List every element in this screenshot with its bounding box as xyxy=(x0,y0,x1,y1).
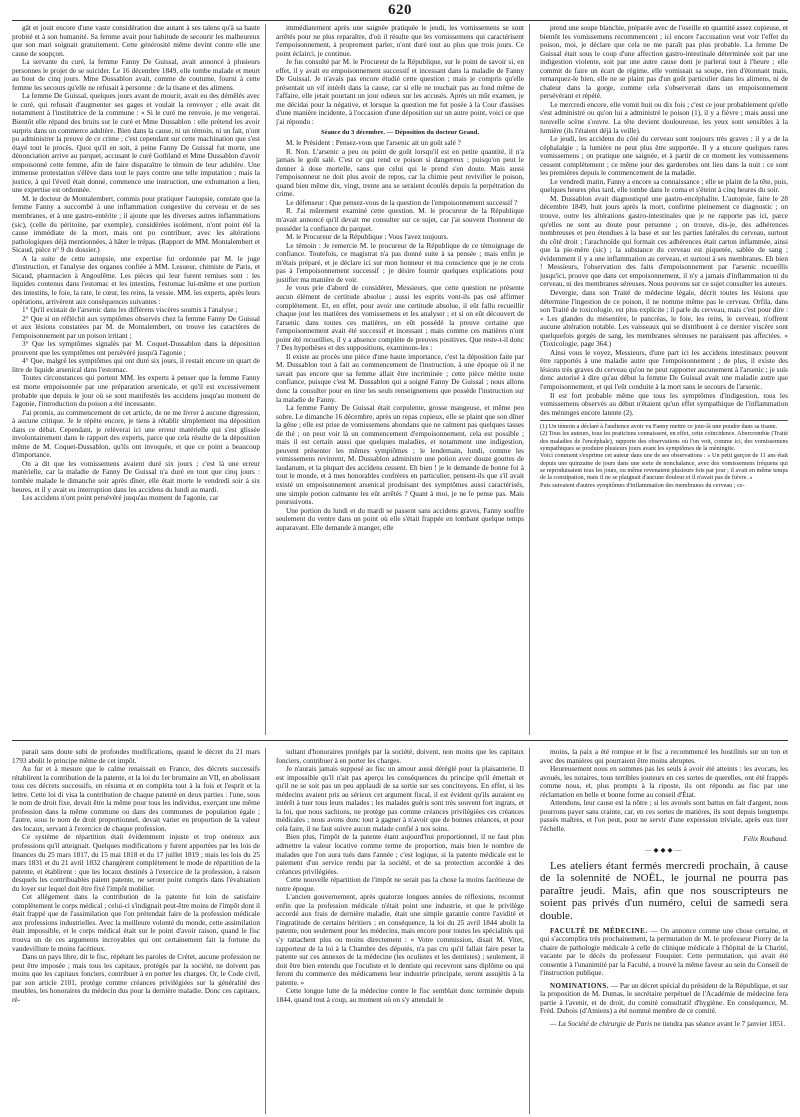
paragraph: La servante du curé, la femme Fanny De Guissal, avait annoncé à plusieurs personnes le projet de se suicider. Le 16 décembre 1849, elle tombe malade et meurt au bout de cinq jours. Mme Dussablon avait, comme de coutume, fourni à cette femme les secours qu'elle ne refusait à personne : de la tisane et des alimens. xyxy=(12,58,260,92)
paragraph: Toutes circonstances qui portent MM. les experts à penser que la femme Fanny est morte empoisonnée par une préparation arsenicale, et qu'il est excessivement probable que depuis le jour où se sont manifestés les accidens jusqu'au moment de l'agonie, l'introduction du poison a été incessante. xyxy=(12,374,260,409)
paragraph: Je n'aurais jamais supposé au fisc un amour aussi déréglé pour la plaisanterie. Il est impossible qu'il n'ait pas aperçu les conséquences du principe qu'il émettait et qu'il ne se soit pas un peu applaudi de sa sortie sur ses concitoyens. En effet, si les médecins avaient pris au sérieux cet argument fiscal, il est évident qu'ils auraient eu intérêt à tuer tous leurs malades ; les malades guéris sont très souvent fort ingrats, et la loi, que nous sachions, ne protège pas comme créances privilégiées ces créances médicales ; nous avons donc tout à gagner à n'avoir que de bonnes créances, et pour cela faire, il ne faut suivre aucun malade confié à nos soins. xyxy=(276,765,524,833)
top-column-1 xyxy=(12,24,266,735)
paragraph: Cette nouvelle répartition de l'impôt ne serait pas la chose la moins facétieuse de notre époque. xyxy=(276,876,524,893)
paragraph: Cet allégement dans la contribution de la patente fut loin de satisfaire complètement le corps médical ; celui-ci s'indignait peut-être moins de l'impôt dont il était frappé que de l'assimilation que l'on prétendait faire de la profession médicale aux professions industrielles. Avec la meilleure volonté du monde, cette assimilation était impossible, et le corps médical était sur le point d'avoir raison, quand le fisc trouva un de ces arguments incroyables qui ont certainement fait la fortune du vaudevilliste le moins facétieux. xyxy=(12,893,260,953)
paragraph: R. J'ai mûrement examiné cette question. M. le procureur de la République m'avait annoncé qu'il devait me consulter sur ce sujet, car j'ai souvent l'honneur de posséder la confiance du parquet. xyxy=(276,207,524,233)
paragraph: immédiatement après une saignée pratiquée le jeudi, les vomissemens se sont arrêtés pour ne plus reparaître, d'où il résulte que les vomissemens qui caractérisent l'empoisonnement, à proprement parler, n'ont duré tout au plus que trois jours. Ce point éclairci, je continue. xyxy=(276,24,524,58)
footnotes xyxy=(540,420,788,489)
paragraph: Le témoin : Je remercie M. le procureur de la République de ce témoignage de confiance. Toutefois, ce magistrat n'a pas donné suite à sa pensée ; mais enfin je m'étais préparé, et je déclare ici sur mon honneur et ma conscience que je ne crois pas à l'empoisonnement successif ; je désire fournir quelques explications pour justifier ma manière de voir. xyxy=(276,241,524,284)
paragraph: J'ai promis, au commencement de cet article, de ne me livrer à aucune digression, à aucune critique. Je le répète encore, je tiens à rétablir simplement ma déposition dans ce débat. Cependant, je relèverai ici une erreur matérielle qui s'est glissée involontairement dans le rapport des experts, parce que cela résulte de la déposition même de M. Coquet-Dussablon, qu'ils ont invoquée, et que ce point a beaucoup d'importance. xyxy=(12,408,260,460)
paragraph: M. le docteur de Montalembert, commis pour pratiquer l'autopsie, constate que la femme Fanny a succombé à une inflammation congestive du cerveau et de ses membranes, et à une gastro-entérite ; il ajoute que les diverses autres inflammations (sic), (celle du péritoine, par exemple), considérées isolément, n'ont point été la cause immédiate de la mort, mais ont pu contribuer, avec les altérations pathologiques déjà mentionnées, à hâter le trépas. (Rapport de MM. Montalembert et Sicaud, pièce n° 9 du dossier.) xyxy=(12,194,260,255)
paragraph: Le mercredi encore, elle vomit huit ou dix fois ; c'est ce jour probablement qu'elle s'est administré ou qu'on lui a administré le poison (1), il y a fièvre ; mais aussi une nouvelle scène s'ouvre. La tête devient douloureuse, les yeux sont sensibles à la lumière (ils l'étaient déjà la veille). xyxy=(540,100,788,135)
separator-ornament: —◆◆◆— xyxy=(645,847,683,855)
paragraph: Cette longue lutte de la médecine contre le fisc semblait donc terminée depuis 1844, quand tout à coup, au moment où on s'y attendait le xyxy=(276,987,524,1004)
paragraph: 2° Que si on réfléchit aux symptômes observés chez la femme Fanny De Guissal et aux lésions constatées par M. de Montalembert, on trouve les caractères de l'empoisonnement par un poison irritant ; xyxy=(12,314,260,340)
news-item-text: — On annonce comme une chose certaine, et qui s'accomplira très prochainement, la permutation de M. le professeur Piorry de la chaire de pathologie médicale à celle de clinique médicale à l'hôpital de la Charité, vacante par le décès du professeur Fouquier. Cette permutation, qui avait été consentie à l'unanimité par la Faculté, a trouvé la même faveur au sein du Conseil de l'instruction publique. xyxy=(540,926,788,978)
paragraph: La femme Fanny De Guissal était corpulente, grosse mangeuse, et même peu sobre. Le dimanche 16 décembre, après un repas copieux, elle se plaint que son dîner la gêne ; elle est prise de vomissemens abondans que ne calment pas quelques tasses de thé ; on peut voir là un commencement d'empoisonnement, cela est possible ; mais il est certain aussi que quelques maladies, et notamment une indigestion, peuvent présenter les mêmes symptômes ; le lendemain, lundi, comme les vomissemens revinrent, M. Dussablon administre une potion avec douze gouttes de laudanum, et la plupart des accidens cessent. Eh bien ! je le demande de bonne foi à tout le monde, et à mes honorables confrères en particulier, pensent-ils que s'il avait existé un empoisonnement arsenical produisant des symptômes aussi caractérisés, une simple potion calmante les eût arrêtés ? Quant à moi, je ne le pense pas. Mais poursuivons. xyxy=(276,404,524,507)
news-item-heading: NOMINATIONS. xyxy=(550,981,609,990)
news-item xyxy=(540,1020,788,1029)
news-item-text: — Par un décret spécial du président de la République, et sur la proposition de M. Dumas, le secrétaire perpétuel de l'Académie de médecine fera partie à l'avenir, et de droit, du comité consultatif d'hygiène. En conséquence, M. Fréd. Dubois (d'Amiens) a été nommé membre de ce comité. xyxy=(540,981,788,1016)
paragraph: A la suite de cette autopsie, une expertise fut ordonnée par M. le juge d'instruction, et l'analyse des organes confiée à MM. Lesueur, chimiste de Paris, et Sicaud, pharmacien à Angoulême. Les pièces qui leur furent remises sont : les liquides contenus dans l'estomac et les intestins, l'estomac lui-même et une portion des intestins, le foie, la rate, le cœur, les reins, la vessie. MM. les experts, après leurs opérations, arrivèrent aux conséquences suivantes : xyxy=(12,254,260,306)
paragraph: On a dit que les vomissemens avaient duré six jours ; c'est là une erreur matérielle, car la maladie de Fanny De Guissal n'a duré en tout que cinq jours : tombée malade le dimanche soir après dîner, elle était morte le vendredi soir à six heures, et il y avait eu interruption dans les accidens du lundi au mardi. xyxy=(12,459,260,494)
paragraph: 3° Que les symptômes signalés par M. Coquet-Dussablon dans la déposition prouvent que les symptômes ont persévéré jusqu'à l'agonie ; xyxy=(12,340,260,357)
paragraph: Le défenseur : Que pensez-vous de la question de l'empoisonnement successif ? xyxy=(286,198,518,207)
paragraph: Bien plus, l'impôt de la patente étant aujourd'hui proportionnel, il ne faut plus admettre la valeur locative comme terme de proportion, mais bien le nombre de malades que l'on aura tués dans l'année ; c'est logique, si la patente médicale est le paiement d'un service rendu par la société, et de sa protection accordée à des créances privilégiées. xyxy=(276,833,524,876)
bottom-column-2 xyxy=(276,748,530,1114)
paragraph: Heureusement nous en sommes pas les seuls à avoir été atteints : les avocats, les avoués, les notaires, tous terribles jouteurs en ces sortes de querelles, ont été frappés comme nous, et, plus prompts à la riposte, ils ont répondu au fisc par une réclamation en belle et bonne forme au conseil d'État. xyxy=(540,765,788,799)
paragraph: R. Non. L'arsenic a peu ou point de goût lorsqu'il est en petite quantité, il n'a jamais le goût salé. C'est ce qui rend ce poison si dangereux ; puisqu'on peut le donner à dose mortelle, sans que celui qui le prend s'en doute. Mais aussi l'empoisonneur ne doit plus avoir de repos, car la chimie peut revivifier le poison, quand bien même dix, vingt, trente ans se seraient écoulés depuis la perpétration du crime. xyxy=(276,147,524,199)
news-item xyxy=(540,982,788,1016)
footnote: (1) Un témoin a déclaré à l'audience avoir vu Fanny mettre ce jour-là une poudre dans sa tisane. xyxy=(540,423,778,431)
paragraph: 1° Qu'il existait de l'arsenic dans les différens viscères soumis à l'analyse ; xyxy=(22,306,238,315)
page-number: 620 xyxy=(388,2,412,18)
footnote: (2) Tous les auteurs, tous les praticiens connaissent, en effet, cette coïncidence. Abercrombie (Traité des maladies de l'encéphale), rapporte des observations où l'on voit, comme ici, des vomissemens sympathiques se produire plusieurs jours avant les symptômes de la méningite. xyxy=(540,430,788,453)
paragraph: Dans un pays libre, dit le fisc, répétant les paroles de Crétet, aucune profession ne peut être imposée ; mais tous les capitaux, protégés par la société, ne doivent pas moins que les capitaux fonciers, contribuer à en porter les charges. Or, le Code civil, par son article 2101, protège comme créances privilégiées sur la généralité des meubles, les honoraires du médecin dus pour la dernière maladie. Donc ces capitaux, ré- xyxy=(12,953,260,1004)
news-item xyxy=(540,927,788,978)
paragraph: La femme De Guissal, quelques jours avant de mourir, avait eu des démêlés avec le curé, qui refusait d'augmenter ses gages et voulait la renvoyer ; elle avait dit notamment à l'institutrice de la commune : « Si le curé me renvoie, je me vengerai. Bientôt elle répand des bruits sur le curé et Mme Dussablon : elle prétend les avoir surpris dans un commerce adultère. Bien dans la cause, ni un témoin, ni un fait, n'ont pu administrer la preuve de ce crime ; c'est cependant sur cette machination que s'est étayé tout le procès. Quoi qu'il en soit, à peine Fanny De Guissal fut morte, une dénonciation arrive au parquet, accusant le curé Gothland et Mme Dussablon d'avoir empoisonné cette femme, afin de faire disparaître le témoin de leur adultère. Une immense protestation s'élève dans tout le pays contre une telle imputation ; mais la justice, à qui l'éveil était donné, commence une instruction, une exhumation a lieu, une expertise est ordonnée. xyxy=(12,92,260,195)
paragraph: Les accidens n'ont point persévéré jusqu'au moment de l'agonie, car xyxy=(22,494,219,503)
footnote: Voici comment s'exprime cet auteur dans une de ses observations : « Un petit garçon de 11 ans était depuis une quinzaine de jours dans une sorte de nonchalance, avec des vomissemens fréquens qui se reproduisaient tous les jours, ou même revenaient plusieurs fois par jour ; il avait en même temps de la constipation, mais il ne se plaignait d'aucune douleur et il n'avait pas de fièvre. » xyxy=(540,452,788,482)
paragraph: Je vous prie d'abord de considérer, Messieurs, que cette question ne présente aucun élément de certitude absolue ; aussi les esprits vont-ils pas osé affirmer complètement. Et, en effet, pour avoir une certitude absolue, il eût fallu recueillir chaque jour les matières des vomissemens et les analyser ; et si on eût découvert de l'arsenic dans toutes ces matières, on eût possédé la preuve certaine que l'empoisonnement avait été successif et incessant ; mais comme ces matières n'ont point été recueillies, il y a absence complète de preuves positives. Que reste-t-il donc ? Des hypothèses et des suppositions, examinons-les : xyxy=(276,284,524,353)
news-item-italic: — La Société de chirurgie de Paris xyxy=(550,1020,653,1028)
bottom-column-1 xyxy=(12,748,266,1114)
paragraph: Je fus consulté par M. le Procureur de la République, sur le point de savoir si, en effet, il y avait eu empoisonnement successif et incessant dans la maladie de Fanny De Guissal. Je n'avais pas encore étudié cette question ; mais je compris qu'elle présentait un vif intérêt dans la cause, car si elle ne touchait pas au fond même de l'affaire, elle jetait pourtant un jour odieux sur les accusés. Après un mûr examen, je me décidai pour la négative, et lorsque la question me fut posée à la Cour d'assises d'une manière incidente, à l'occasion d'une déposition sur un autre point, voici ce que j'ai répondu : xyxy=(276,58,524,127)
paragraph: Il existe au procès une pièce d'une haute importance, c'est la déposition faite par M. Dussablon tout à fait au commencement de l'instruction, à une époque où il ne savait pas encore que sa femme allait être incriminée ; cette pièce mérite toute confiance, puisque c'est M. Dussablon qui a soigné Fanny De Guissal ; nous allons donc la consulter pour en tirer les seuls renseignemens que possède l'instruction sur la maladie de Fanny. xyxy=(276,352,524,404)
footnote: Puis suivaient d'autres symptômes d'inflammation des membranes du cerveau ; ce- xyxy=(540,481,745,489)
announcement: Les ateliers étant fermés mercredi prochain, à cause de la solennité de NOËL, le journal ne pourra pas paraître jeudi. Mais, afin que nos souscripteurs ne soient pas privés d'un numéro, celui de samedi sera double. xyxy=(540,859,788,922)
news-item-text: ne tiendra pas séance avant le 7 janvier 1851. xyxy=(652,1020,786,1028)
paragraph: M. le Procureur de la République : Vous l'avez toujours. xyxy=(286,233,449,242)
paragraph: M. Dussablon avait diagnostiqué une gastro-encéphalite. L'autopsie, faite le 28 décembre 1849, huit jours après la mort, confirme pleinement ce diagnostic ; on trouve, outre les altérations gastro-intestinales que je ne rapporte pas ici, parce qu'elles ne sont au doute pour personne ; on trouve, dis-je, des adhérences nombreuses et peu étendues à la base et sur les parties latérales du cerveau, surtout du côté droit ; l'arachnoïde qui formait ces adhérences était carton inflammée, ainsi que la pie-mère (sic) ; la substance du cerveau est piquetée, sablée de sang ; évidemment il y a une inflammation au cerveau, et surtout à ses membranes. Eh bien ! Messieurs, l'observation des faits d'empoisonnement par l'arsenic recueillis jusqu'ici, prouve que dans cet empoisonnement, il n'y a jamais d'inflammation ni du cerveau, ni des membranes séreuses. Nous pouvons sur ce sujet consulter les auteurs. xyxy=(540,194,788,289)
top-column-2 xyxy=(276,24,530,735)
paragraph: Ce système de répartition était évidemment injuste et trop onéreux aux professions qu'il atteignait. Quelques modifications y furent apportées par les lois de finances du 25 mars 1817, du 15 mai 1818 et du 17 juillet 1819 ; mais les lois du 25 mars 1831 et du 21 avril 1832 changèrent complètement le mode de répartition de la patente, et établirent : que les locaux destinés à l'exercice de la profession, à raison desquels les contribuables paient patente, ne seront point compris dans l'évaluation du loyer sur lequel doit être fixé l'impôt mobilier. xyxy=(12,833,260,893)
paragraph: Il est fort probable même que tous les symptômes d'indigestion, tous les vomissemens observés au début n'étaient qu'un effet sympathique de l'inflammation des méninges encore latente (2). xyxy=(540,391,788,417)
paragraph: L'ancien gouvernement, après quatorze longues années de réflexions, reconnut enfin que la profession médicale n'était point une industrie, et que le privilège accordé aux frais de dernière maladie, était une simple garantie contre l'avidité et l'ingratitude de certains héritiers ; en conséquence, la loi du 25 avril 1844 abolit la patente, non seulement pour les médecins, mais encore pour toutes les spécialités qui s'y rattachent plus ou moins directement : « Votre commission, disait M. Vitet, rapporteur de la loi à la Chambre des députés, n'a pas cru qu'il fallait faire peser la patente sur ces annexes de la médecine (les oculistes et les dentistes) ; seulement, il doit être bien entendu que l'oculiste et le dentiste qui recevront sans diplôme ou qui feront du commerce des médicamens leur industrie principale, seront assujétis à la patente. » xyxy=(276,893,524,987)
news-item-heading: FACULTÉ DE MÉDECINE. xyxy=(550,926,648,935)
paragraph: Attendons, leur cause est la nôtre ; si les avoués sont battus en fait d'argent, nous pourrons payer sans crainte, car, en ces sortes de matières, ils sont depuis longtemps passés maîtres, et l'on peut, pour ne servir d'une expression triviale, après eux tirer l'échelle. xyxy=(540,799,788,833)
paragraph: gât et jouit encore d'une vaste considération due autant à ses talens qu'à sa haute probité et à son humanité. Sa femme avait pour habitude de secourir les malheureux que son mari soignait gratuitement. Cette générosité même devint contre elle une cause de soupçon. xyxy=(12,24,260,58)
bottom-column-3 xyxy=(540,748,788,1114)
session-heading: Séance du 3 décembre. — Déposition du docteur Grand. xyxy=(320,128,479,136)
paragraph: Devergie, dans son Traité de médecine légale, décrit toutes les lésions que détermine l'ingestion de ce poison, il ne nomme même pas le cerveau. Orfila, dans son Traité de toxicologie, est plus explicite ; il parle du cerveau, mais c'est pour dire : « Les glandes du mésentère, le pancréas, le foie, les reins, le cerveau, n'offrent aucune altération notable. Les vaisseaux qui se distribuent à ce dernier viscère sont quelquefois gorgés de sang, les membranes séreuses ne paraissent pas affectées. » (Toxicologie, page 364.) xyxy=(540,288,788,349)
paragraph: sultant d'honoraires protégés par la société, doivent, non moins que les capitaux fonciers, contribuer à en porter les charges. xyxy=(276,748,524,765)
paragraph: parait sans doute subi de profondes modifications, quand le décret du 21 mars 1793 abolit le principe même de cet impôt. xyxy=(12,748,260,765)
paragraph: Le jeudi, les accidens du côté du cerveau sont toujours très graves ; il y a de la céphalalgie ; la lumière ne peut plus être supportée. Il y a encore quelques rares vomissemens ; on pratique une saignée, et à partir de ce moment les vomissemens cessent complètement ; ce même jour des garderobes ont lieu dans la nuit : ce sont les premières depuis le commencement de la maladie. xyxy=(540,135,788,178)
paragraph: M. le Président : Pensez-vous que l'arsenic ait un goût salé ? xyxy=(286,139,461,148)
top-article xyxy=(12,24,788,735)
paragraph: prend une soupe blanchie, préparée avec de l'oseille en quantité assez copieuse, et bientôt les vomissemens recommencent ; ici encore l'accusation veut voir l'effet du poison, moi, je déclare que cela ne me paraît pas plus probable. La femme De Guissal était sous le coup d'une affection gastro-intestinale déterminée soit par une indigestion violente, soit par une autre cause dont je parlerai tout à l'heure ; elle commit de faire un écart de régime, elle vomissait sa soupe, rien d'étonnant mais, remarquez-le bien, elle ne se plaint pas d'un goût particulier dans les alimens, ni de chaleur dans la gorge, comme cela s'observerait dans un empoisonnement persévérant et répété. xyxy=(540,24,788,101)
paragraph: moins, la paix a été rompue et le fisc a recommencé les hostilités sur un ton et avec des manières qui pourraient être moins abruptes. xyxy=(540,748,788,765)
section-divider xyxy=(12,740,788,741)
paragraph: Au fur et à mesure que le calme renaissait en France, des décrets successifs rétablirent la contribution de la patente, et la loi du 1er brumaire an VII, en abolissant tous ces décrets successifs, en résuma et en compléta tout à la fois et l'esprit et la lettre. Cette loi di visa la contribution de chaque patenté en deux parties : l'une, sous le nom de droit fixe, devait être la même pour tous les individus, exerçant une même profession dans la même commune ou dans des communes de population égale ; l'autre, sous le nom de droit proportionnel, devait varier en proportion de la valeur des locaux, servant à l'exercice de chaque profession. xyxy=(12,765,260,833)
bottom-article xyxy=(12,748,788,1114)
top-column-3 xyxy=(540,24,788,735)
paragraph: Le vendredi matin, Fanny a encore sa connaissance ; elle se plaint de la tête, puis, quelques heures plus tard, elle tombe dans le coma et s'éteint à cinq heures du soir. xyxy=(540,177,788,195)
paragraph: Une portion du lundi et du mardi se passent sans accidens graves, Fanny souffre seulement du ventre dans un point où elle s'était frappée en tombant quelque temps auparavant. Elle demande à manger, elle xyxy=(276,506,524,532)
top-rule xyxy=(12,20,788,21)
paragraph: Ainsi vous le voyez, Messieurs, d'une part ici les accidens intestinaux peuvent être rapportés à une maladie autre que l'empoisonnement ; de plus, il existe des lésions très graves du cerveau qu'on ne peut rapporter aucunement à l'arsenic ; je suis donc autorisé à dire qu'au début la femme De Guissal avait une maladie autre que l'empoisonnement, et qui l'eût conduite à la mort sans le secours de l'arsenic. xyxy=(540,348,788,391)
author-signature: Félix Roubaud. xyxy=(743,835,788,844)
paragraph: 4° Que, malgré les symptômes qui ont duré six jours, il restait encore un quart de litre de liquide arsenical dans l'estomac. xyxy=(12,357,260,374)
